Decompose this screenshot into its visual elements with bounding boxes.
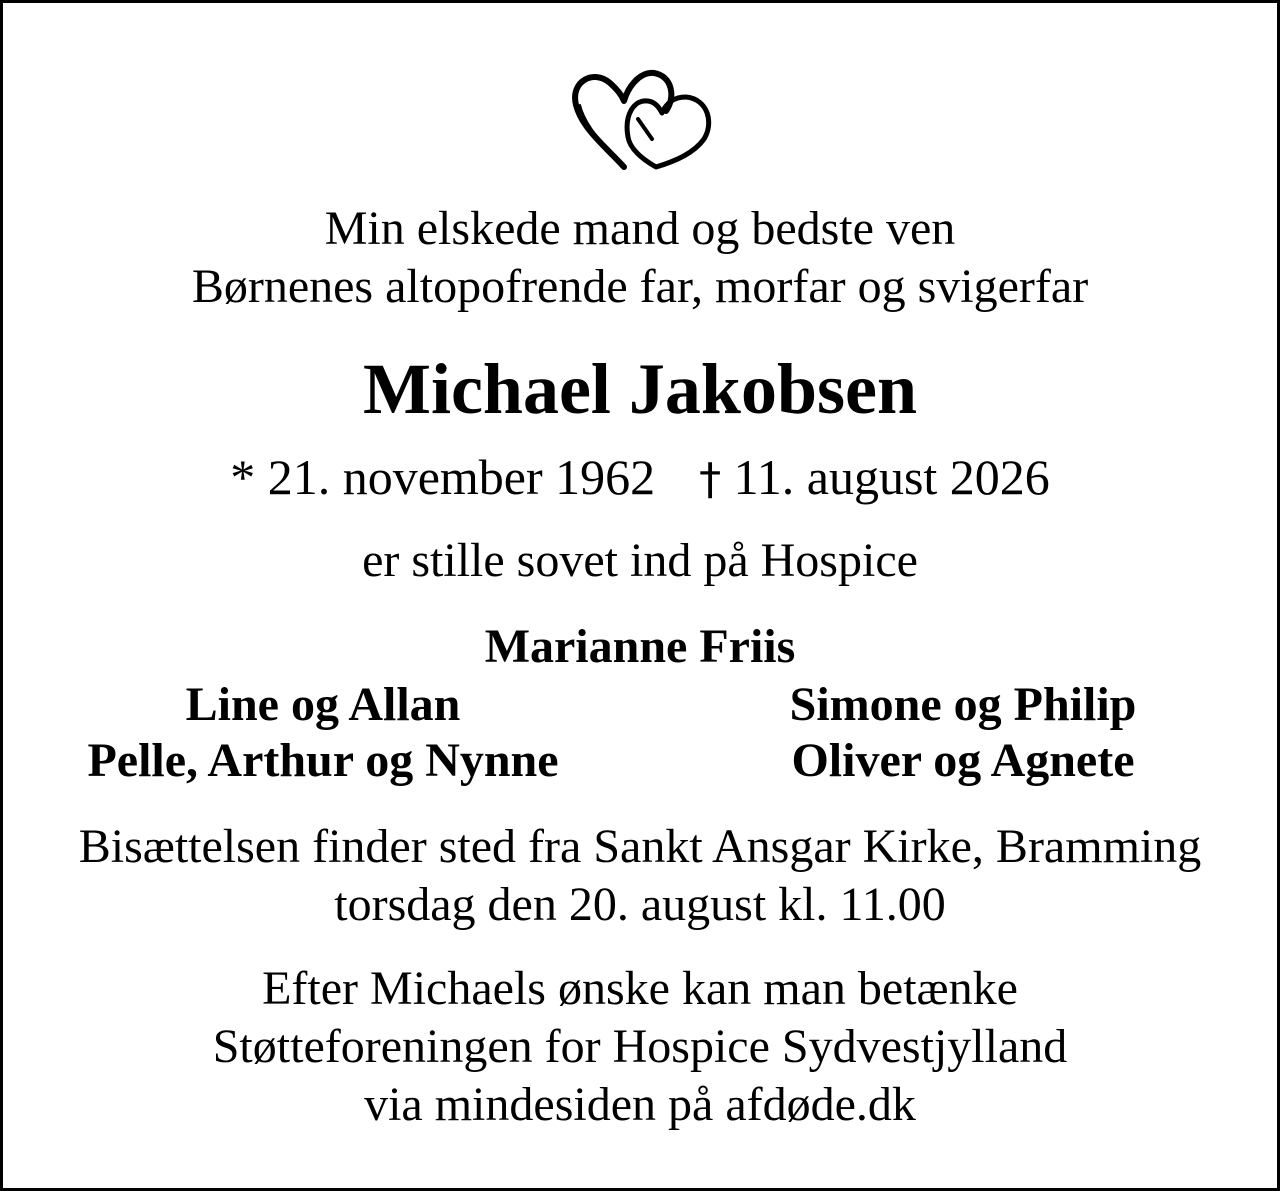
passing-text: er stille sovet ind på Hospice xyxy=(362,534,918,587)
family-left-line-1: Line og Allan xyxy=(185,678,461,731)
deceased-name: Michael Jakobsen xyxy=(362,349,918,429)
funeral-line-1: Bisættelsen finder sted fra Sankt Ansgar Kirke, Bramming xyxy=(78,820,1202,873)
family-right-line-2: Oliver og Agnete xyxy=(791,734,1135,787)
family-right-line-1: Simone og Philip xyxy=(789,678,1137,731)
death-date: 11. august 2026 xyxy=(733,449,1050,505)
born-symbol: * xyxy=(230,449,256,505)
spouse-name: Marianne Friis xyxy=(484,620,796,673)
cross-icon: † xyxy=(699,454,722,505)
donation-line-2: Støtteforeningen for Hospice Sydvestjylland xyxy=(212,1020,1068,1073)
intro-line-1: Min elskede mand og bedste ven xyxy=(324,202,956,255)
birth-date: 21. november 1962 xyxy=(267,449,656,505)
double-hearts-icon xyxy=(568,63,718,175)
donation-line-3: via mindesiden på afdøde.dk xyxy=(364,1078,916,1131)
intro-line-2: Børnenes altopofrende far, morfar og svigerfar xyxy=(191,260,1089,313)
life-dates xyxy=(3,449,1277,508)
family-right-column xyxy=(663,677,1263,789)
family-left-column xyxy=(23,677,623,789)
family-left-line-2: Pelle, Arthur og Nynne xyxy=(87,734,559,787)
donation-line-1: Efter Michaels ønske kan man betænke xyxy=(262,962,1018,1015)
funeral-line-2: torsdag den 20. august kl. 11.00 xyxy=(334,878,946,931)
